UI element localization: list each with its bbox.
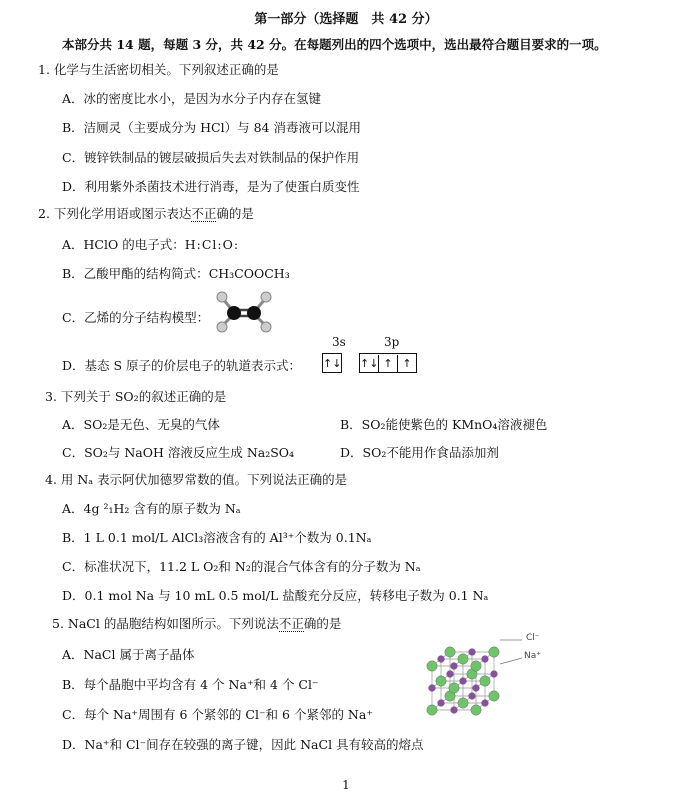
na-ion bbox=[438, 700, 445, 707]
na-ion bbox=[447, 671, 454, 678]
q3-option-a[interactable]: A．SO₂是无色、无臭的气体 bbox=[62, 417, 220, 432]
section-title: 第一部分（选择题 共 42 分） bbox=[254, 12, 438, 27]
na-ion bbox=[460, 678, 467, 685]
q2-stem-not: 不正 bbox=[191, 206, 217, 221]
q3-option-c[interactable]: C．SO₂与 NaOH 溶液反应生成 Na₂SO₄ bbox=[62, 445, 295, 460]
cl-ion bbox=[458, 698, 468, 708]
q1-option-a[interactable]: A．冰的密度比水小，是因为水分子内存在氢键 bbox=[62, 91, 322, 106]
q3-option-b[interactable]: B．SO₂能使紫色的 KMnO₄溶液褪色 bbox=[340, 417, 548, 432]
q5-option-b[interactable]: B．每个晶胞中平均含有 4 个 Na⁺和 4 个 Cl⁻ bbox=[62, 677, 319, 692]
hclo-electron-formula: H:Cl:O: bbox=[184, 237, 240, 252]
cl-ion bbox=[427, 705, 437, 715]
na-ion bbox=[451, 663, 458, 670]
q2-option-c[interactable]: C．乙烯的分子结构模型： bbox=[62, 310, 210, 325]
q4-option-d[interactable]: D．0.1 mol Na 与 10 mL 0.5 mol/L 盐酸充分反应，转移电子数为 0.1 Nₐ bbox=[62, 588, 489, 603]
cl-ion bbox=[427, 661, 437, 671]
na-ion bbox=[482, 700, 489, 707]
q3-option-d[interactable]: D．SO₂不能用作食品添加剂 bbox=[340, 445, 499, 460]
na-ion-label: Na⁺ bbox=[524, 651, 541, 661]
q5-stem-pre: 5. NaCl 的晶胞结构如图所示。下列说法 bbox=[52, 616, 279, 631]
q1-stem: 1. 化学与生活密切相关。下列叙述正确的是 bbox=[38, 62, 279, 77]
q1-option-d[interactable]: D．利用紫外杀菌技术进行消毒，是为了使蛋白质变性 bbox=[62, 179, 360, 194]
cl-ion bbox=[471, 705, 481, 715]
q2-stem bbox=[38, 204, 254, 222]
q2-stem-pre: 2. 下列化学用语或图示表达 bbox=[38, 206, 192, 221]
q2-option-a-label: A．HClO 的电子式： bbox=[62, 237, 185, 252]
na-ion bbox=[491, 671, 498, 678]
q1-option-c[interactable]: C．镀锌铁制品的镀层破损后失去对铁制品的保护作用 bbox=[62, 150, 360, 165]
q2-option-b-label: B．乙酸甲酯的结构简式： bbox=[62, 266, 209, 281]
q2-stem-post: 确的是 bbox=[216, 206, 254, 221]
q3-stem: 3. 下列关于 SO₂的叙述正确的是 bbox=[45, 389, 227, 404]
orbital-3s-electrons: ↑↓ bbox=[323, 357, 342, 370]
q4-stem: 4. 用 Nₐ 表示阿伏加德罗常数的值。下列说法正确的是 bbox=[45, 472, 348, 487]
cl-ion bbox=[489, 647, 499, 657]
q5-stem bbox=[52, 614, 341, 632]
q2-option-d[interactable]: D．基态 S 原子的价层电子的轨道表示式： bbox=[62, 358, 302, 373]
q4-option-c[interactable]: C．标准状况下，11.2 L O₂和 N₂的混合气体含有的分子数为 Nₐ bbox=[62, 559, 421, 574]
q5-option-c[interactable]: C．每个 Na⁺周围有 6 个紧邻的 Cl⁻和 6 个紧邻的 Na⁺ bbox=[62, 707, 373, 722]
q5-stem-not: 不正 bbox=[278, 616, 304, 631]
orbital-3p-1: ↑↓ bbox=[360, 357, 379, 370]
q4-option-a[interactable]: A．4g ²₁H₂ 含有的原子数为 Nₐ bbox=[62, 501, 241, 516]
na-ion bbox=[451, 707, 458, 714]
orbital-3p-2: ↑ bbox=[378, 355, 397, 373]
cl-ion bbox=[445, 647, 455, 657]
crystal-label-leaders bbox=[500, 632, 524, 672]
q1-option-b[interactable]: B．洁厕灵（主要成分为 HCl）与 84 消毒液可以混用 bbox=[62, 120, 361, 135]
cl-ion bbox=[458, 654, 468, 664]
section-intro: 本部分共 14 题，每题 3 分，共 42 分。在每题列出的四个选项中，选出最符合题目要求的一项。 bbox=[62, 37, 607, 52]
orbital-3p-boxes bbox=[359, 353, 417, 373]
cl-ion-label: Cl⁻ bbox=[526, 633, 540, 643]
methyl-acetate-formula: CH₃COOCH₃ bbox=[208, 266, 290, 281]
cl-ion bbox=[436, 676, 446, 686]
cl-ion bbox=[489, 691, 499, 701]
orbital-3p-3: ↑ bbox=[397, 355, 416, 373]
orbital-3s-box bbox=[322, 353, 342, 373]
q4-option-b[interactable]: B．1 L 0.1 mol/L AlCl₃溶液含有的 Al³⁺个数为 0.1Nₐ bbox=[62, 530, 372, 545]
cl-ion bbox=[449, 683, 459, 693]
cl-ion bbox=[480, 676, 490, 686]
na-ion bbox=[469, 649, 476, 656]
q2-option-b[interactable] bbox=[62, 264, 290, 282]
na-ion bbox=[482, 656, 489, 663]
orbital-3p-label: 3p bbox=[384, 335, 400, 349]
q5-option-a[interactable]: A．NaCl 属于离子晶体 bbox=[62, 647, 195, 662]
na-ion bbox=[438, 656, 445, 663]
q5-option-d[interactable]: D．Na⁺和 Cl⁻间存在较强的离子键，因此 NaCl 具有较高的熔点 bbox=[62, 737, 424, 752]
na-ion bbox=[473, 685, 480, 692]
q2-option-a[interactable] bbox=[62, 235, 239, 253]
na-ion bbox=[469, 693, 476, 700]
orbital-3s-label: 3s bbox=[332, 335, 346, 349]
page-number: 1 bbox=[342, 778, 350, 792]
cl-ion bbox=[471, 661, 481, 671]
ethylene-model-icon bbox=[212, 288, 276, 338]
na-ion bbox=[429, 685, 436, 692]
q5-stem-post: 确的是 bbox=[303, 616, 342, 631]
